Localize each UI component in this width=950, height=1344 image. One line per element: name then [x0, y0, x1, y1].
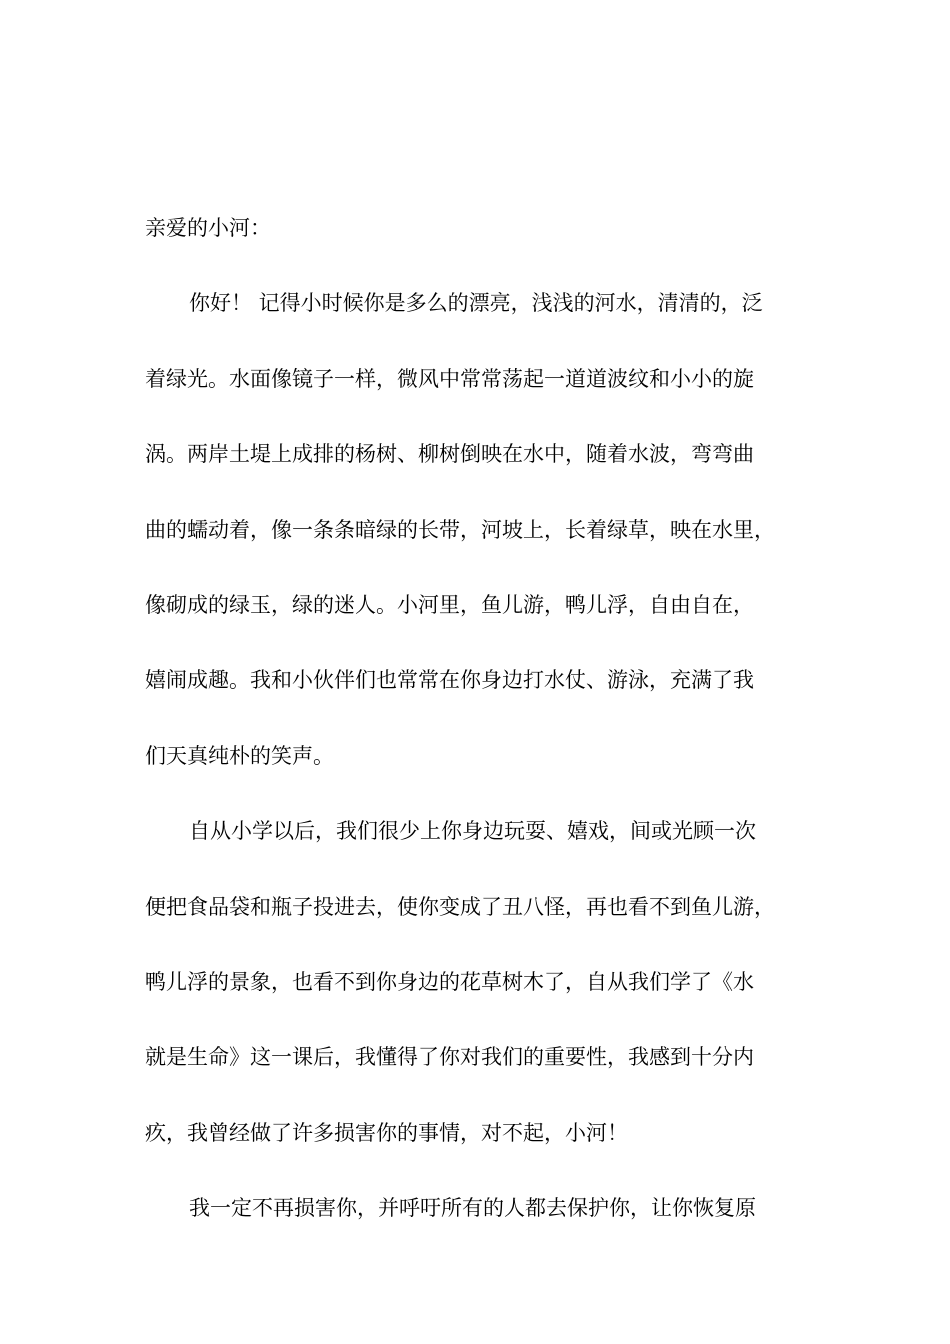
text-line: 着绿光。水面像镜子一样，微风中常常荡起一道道波纹和小小的旋: [145, 366, 754, 391]
text-line: 曲的蠕动着，像一条条暗绿的长带，河坡上，长着绿草，映在水里，: [145, 517, 775, 542]
text-line: 涡。两岸土堤上成排的杨树、柳树倒映在水中，随着水波，弯弯曲: [145, 442, 754, 467]
text-line: 嬉闹成趣。我和小伙伴们也常常在你身边打水仗、游泳，充满了我: [145, 668, 754, 693]
text-line: 我一定不再损害你，并呼吁所有的人都去保护你，让你恢复原: [189, 1196, 756, 1221]
text-line: 自从小学以后，我们很少上你身边玩耍、嬉戏，间或光顾一次: [189, 819, 756, 844]
text-line: 便把食品袋和瓶子投进去，使你变成了丑八怪，再也看不到鱼儿游，: [145, 894, 775, 919]
text-line: 鸭儿浮的景象，也看不到你身边的花草树木了，自从我们学了《水: [145, 969, 754, 994]
letter-body: [145, 203, 835, 1258]
text-line: 疚，我曾经做了许多损害你的事情，对不起，小河！: [145, 1120, 628, 1145]
text-line: 们天真纯朴的笑声。: [145, 743, 334, 768]
text-line: 你好！ 记得小时候你是多么的漂亮，浅浅的河水，清清的，泛: [189, 291, 763, 316]
text-line: 就是生命》这一课后，我懂得了你对我们的重要性，我感到十分内: [145, 1045, 754, 1070]
salutation: 亲爱的小河：: [145, 216, 271, 240]
text-line: 像砌成的绿玉，绿的迷人。小河里，鱼儿游，鸭儿浮，自由自在，: [145, 592, 754, 617]
